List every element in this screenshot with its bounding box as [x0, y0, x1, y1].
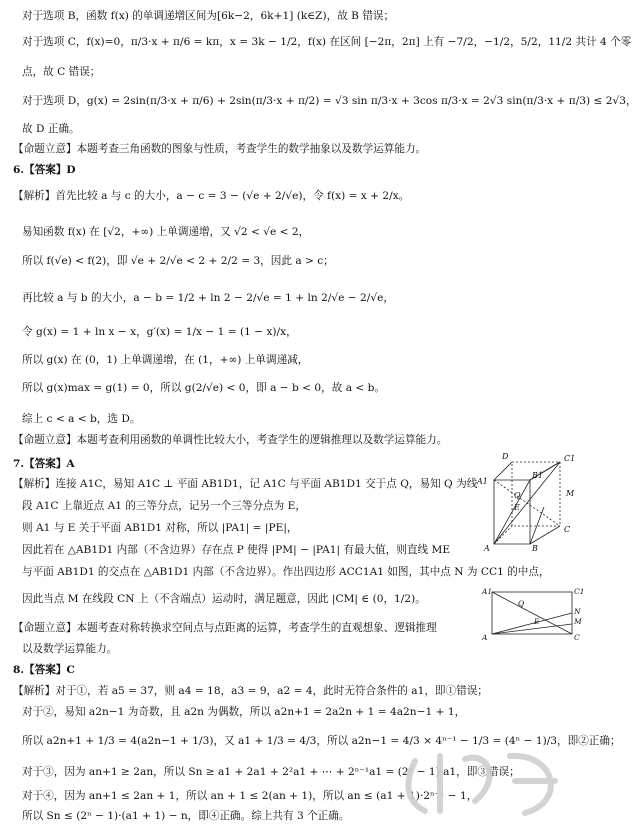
- cube-label: B1: [532, 471, 543, 480]
- text-line: 因此当点 M 在线段 CN 上（不含端点）运动时，满足题意，因此 |CM| ∈ (0，1/2)。: [22, 593, 426, 605]
- text-line: 易知函数 f(x) 在 [√2，+∞) 上单调递增，又 √2 < √e < 2，: [22, 226, 310, 238]
- cube-label: M: [566, 489, 575, 498]
- text-line: 6.【答案】D: [13, 164, 76, 176]
- text-line: 8.【答案】C: [13, 664, 75, 676]
- text-line: 所以 g(x) 在 (0，1) 上单调递增，在 (1，+∞) 上单调递减，: [22, 354, 309, 366]
- cube-label: B: [532, 544, 538, 553]
- rect-label: E: [534, 617, 540, 626]
- text-line: 再比较 a 与 b 的大小，a − b = 1/2 + ln 2 − 2/√e = 1 + ln 2/√e − 2/√e，: [22, 292, 394, 304]
- text-line: 综上 c < a < b，选 D。: [22, 413, 141, 425]
- text-line: 对于选项 B，函数 f(x) 的单调递增区间为[6k−2，6k+1] (k∈Z)，故 B 错误；: [22, 10, 395, 22]
- text-line: 7.【答案】A: [13, 458, 75, 470]
- rect-label: A1: [482, 587, 493, 596]
- text-line: 所以 f(√e) < f(2)，即 √e + 2/√e < 2 + 2/2 = 3，因此 a > c；: [22, 255, 334, 267]
- cube-label: C1: [564, 454, 576, 463]
- text-line: 以及数学运算能力。: [22, 643, 118, 655]
- cube-label: D: [502, 452, 509, 461]
- text-line: 对于④，因为 an+1 ≤ 2an + 1，所以 an + 1 ≤ 2(an + 1)，所以 an ≤ (a1 + 1)·2ⁿ⁻¹ − 1，: [22, 790, 478, 802]
- text-line: 与平面 AB1D1 的交点在 △AB1D1 内部（不含边界）。作出四边形 ACC1A1 如图，其中点 N 为 CC1 的中点，: [22, 566, 550, 578]
- rect-label: C: [574, 633, 580, 642]
- cube-label: E: [514, 503, 520, 512]
- text-line: 【解析】连接 A1C，易知 A1C ⊥ 平面 AB1D1，记 A1C 与平面 AB1D1 交于点 Q，易知 Q 为线: [13, 478, 478, 490]
- quadrilateral-figure: [482, 586, 585, 642]
- text-line: 段 A1C 上靠近点 A1 的三等分点，记另一个三等分点为 E，: [22, 500, 306, 512]
- text-line: 所以 Sn ≤ (2ⁿ − 1)·(a1 + 1) − n，即④正确。综上共有 3 个正确。: [22, 810, 350, 822]
- text-line: 【命题立意】本题考查三角函数的图象与性质，考查学生的数学抽象以及数学运算能力。: [13, 143, 427, 155]
- text-line: 故 D 正确。: [22, 123, 80, 135]
- text-line: 【解析】对于①，若 a5 = 37，则 a4 = 18，a3 = 9，a2 = 4，此时无符合条件的 a1，即①错误；: [13, 685, 488, 697]
- text-line: 对于②，易知 a2n−1 为奇数，且 a2n 为偶数，所以 a2n+1 = 2a2n + 1 = 4a2n−1 + 1，: [22, 706, 466, 718]
- rect-label: A: [482, 633, 488, 642]
- text-line: 对于③，因为 an+1 ≥ 2an，所以 Sn ≥ a1 + 2a1 + 2²a1 + ⋯ + 2ⁿ⁻¹a1 = (2ⁿ − 1)·a1，即③错误；: [22, 766, 520, 778]
- text-line: 对于选项 C，f(x)=0，π/3·x + π/6 = kπ，x = 3k − 1/2，f(x) 在区间 [−2π，2π] 上有 −7/2，−1/2，5/2，11/2 共计 4 个零: [22, 36, 632, 48]
- watermark-logo: [395, 741, 585, 827]
- text-line: 则 A1 与 E 关于平面 AB1D1 对称，所以 |PA1| = |PE|，: [22, 522, 298, 534]
- cube-label: A1: [477, 477, 488, 486]
- text-line: 点，故 C 错误；: [22, 66, 101, 78]
- text-line: 令 g(x) = 1 + ln x − x，g′(x) = 1/x − 1 = (1 − x)/x，: [22, 326, 297, 338]
- rect-label: Q: [518, 599, 525, 608]
- cube-label: A: [484, 544, 490, 553]
- rect-label: C1: [574, 587, 585, 596]
- cube-label: Q: [514, 491, 521, 500]
- rect-label: N: [574, 607, 581, 616]
- text-line: 因此若在 △AB1D1 内部（不含边界）存在点 P 使得 |PM| − |PA1| 有最大值，则直线 ME: [22, 544, 451, 556]
- text-line: 对于选项 D，g(x) = 2sin(π/3·x + π/6) + 2sin(π/3·x + π/2) = √3 sin π/3·x + 3cos π/3·x = 2√3 sin(π/3·x + π/3) ≤ 2√3，: [22, 95, 637, 107]
- cube-figure: [474, 452, 582, 552]
- rect-label: M: [574, 617, 582, 626]
- text-line: 【命题立意】本题考查对称转换求空间点与点距离的运算，考查学生的直观想象、逻辑推理: [13, 622, 437, 634]
- cube-label: C: [564, 525, 571, 534]
- text-line: 【命题立意】本题考查利用函数的单调性比较大小，考查学生的逻辑推理以及数学运算能力。: [13, 434, 448, 446]
- text-line: 【解析】首先比较 a 与 c 的大小，a − c = 3 − (√e + 2/√e)，令 f(x) = x + 2/x。: [13, 190, 410, 202]
- text-line: 所以 g(x)max = g(1) = 0，所以 g(2/√e) < 0，即 a − b < 0，故 a < b。: [22, 382, 386, 394]
- text-line: 所以 a2n+1 + 1/3 = 4(a2n−1 + 1/3)，又 a1 + 1/3 = 4/3，所以 a2n−1 = 4/3 × 4ⁿ⁻¹ − 1/3 = (4ⁿ − 1)/3，即②正确；: [22, 735, 621, 747]
